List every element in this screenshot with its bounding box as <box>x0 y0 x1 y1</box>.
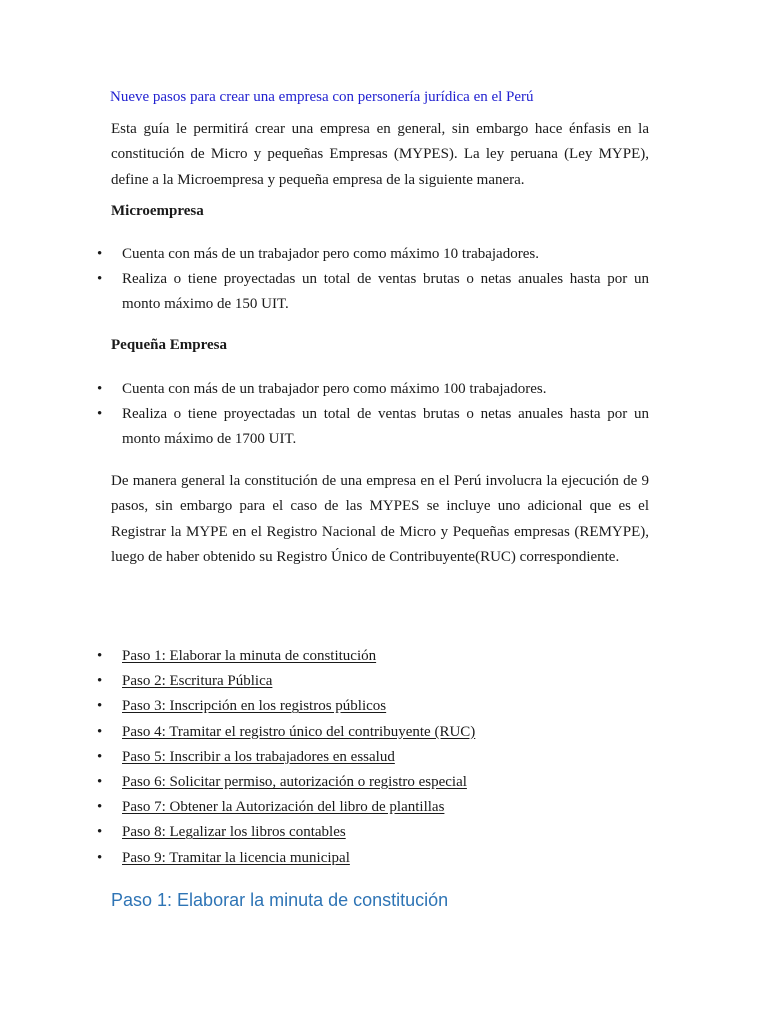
intro-paragraph: Esta guía le permitirá crear una empresa en general, sin embargo hace énfasis en la constitución de Micro y pequeñas Empresas (MYPES). La ley peruana (Ley MYPE), define a la Microempresa y pequeña empresa de la siguiente manera. <box>111 121 649 188</box>
list-item <box>0 795 649 820</box>
steps-list <box>0 644 649 871</box>
list-item <box>0 770 649 795</box>
bullet-icon: • <box>97 824 103 841</box>
list-item <box>0 402 649 452</box>
pequena-empresa-heading: Pequeña Empresa <box>111 337 227 353</box>
list-item <box>0 267 649 317</box>
list-item <box>0 846 649 871</box>
step-8-link[interactable]: Paso 8: Legalizar los libros contables <box>122 824 346 841</box>
bullet-icon: • <box>97 271 103 288</box>
step-2-link[interactable]: Paso 2: Escritura Pública <box>122 673 273 690</box>
list-item <box>0 720 649 745</box>
list-item <box>0 669 649 694</box>
bullet-icon: • <box>97 774 103 791</box>
pequena-empresa-list <box>0 377 649 453</box>
bullet-icon: • <box>97 381 103 397</box>
bullet-icon: • <box>97 723 103 740</box>
list-item <box>0 377 649 402</box>
section-heading: Paso 1: Elaborar la minuta de constitución <box>111 890 449 910</box>
bullet-icon: • <box>97 406 103 423</box>
bullet-icon: • <box>97 698 103 715</box>
bullet-icon: • <box>97 799 103 816</box>
step-5-link[interactable]: Paso 5: Inscribir a los trabajadores en essalud <box>122 748 395 765</box>
step-7-link[interactable]: Paso 7: Obtener la Autorización del libro de plantillas <box>122 799 445 816</box>
step-1-link[interactable]: Paso 1: Elaborar la minuta de constitución <box>122 648 377 664</box>
step-6-link[interactable]: Paso 6: Solicitar permiso, autorización o registro especial <box>122 774 467 791</box>
bullet-icon: • <box>97 648 103 664</box>
bullet-icon: • <box>97 748 103 765</box>
list-item <box>0 694 649 719</box>
list-item <box>0 242 649 267</box>
microempresa-list <box>0 242 649 318</box>
list-item-text: Cuenta con más de un trabajador pero como máximo 10 trabajadores. <box>122 246 539 262</box>
bullet-icon: • <box>97 849 103 866</box>
list-item <box>0 820 649 845</box>
list-item <box>0 644 649 669</box>
list-item <box>0 745 649 770</box>
list-item-text: Realiza o tiene proyectadas un total de ventas brutas o netas anuales hasta por un monto máximo de 150 UIT. <box>122 271 649 313</box>
step-3-link[interactable]: Paso 3: Inscripción en los registros públicos <box>122 698 387 715</box>
step-4-link[interactable]: Paso 4: Tramitar el registro único del contribuyente (RUC) <box>122 723 476 740</box>
bullet-icon: • <box>97 673 103 690</box>
bullet-icon: • <box>97 246 103 262</box>
list-item-text: Realiza o tiene proyectadas un total de ventas brutas o netas anuales hasta por un monto máximo de 1700 UIT. <box>122 406 649 448</box>
step-9-link[interactable]: Paso 9: Tramitar la licencia municipal <box>122 849 350 866</box>
list-item-text: Cuenta con más de un trabajador pero como máximo 100 trabajadores. <box>122 381 547 397</box>
general-paragraph: De manera general la constitución de una empresa en el Perú involucra la ejecución de 9 pasos, sin embargo para el caso de las MYPES se incluye uno adicional que es el Registrar la MYPE en el Registro Nacional de Micro y Pequeñas empresas (REMYPE), luego de haber obtenido su Registro Único de Contribuyente(RUC) correspondiente. <box>111 473 649 565</box>
microempresa-heading: Microempresa <box>111 203 204 219</box>
document-title: Nueve pasos para crear una empresa con personería jurídica en el Perú <box>110 89 534 105</box>
